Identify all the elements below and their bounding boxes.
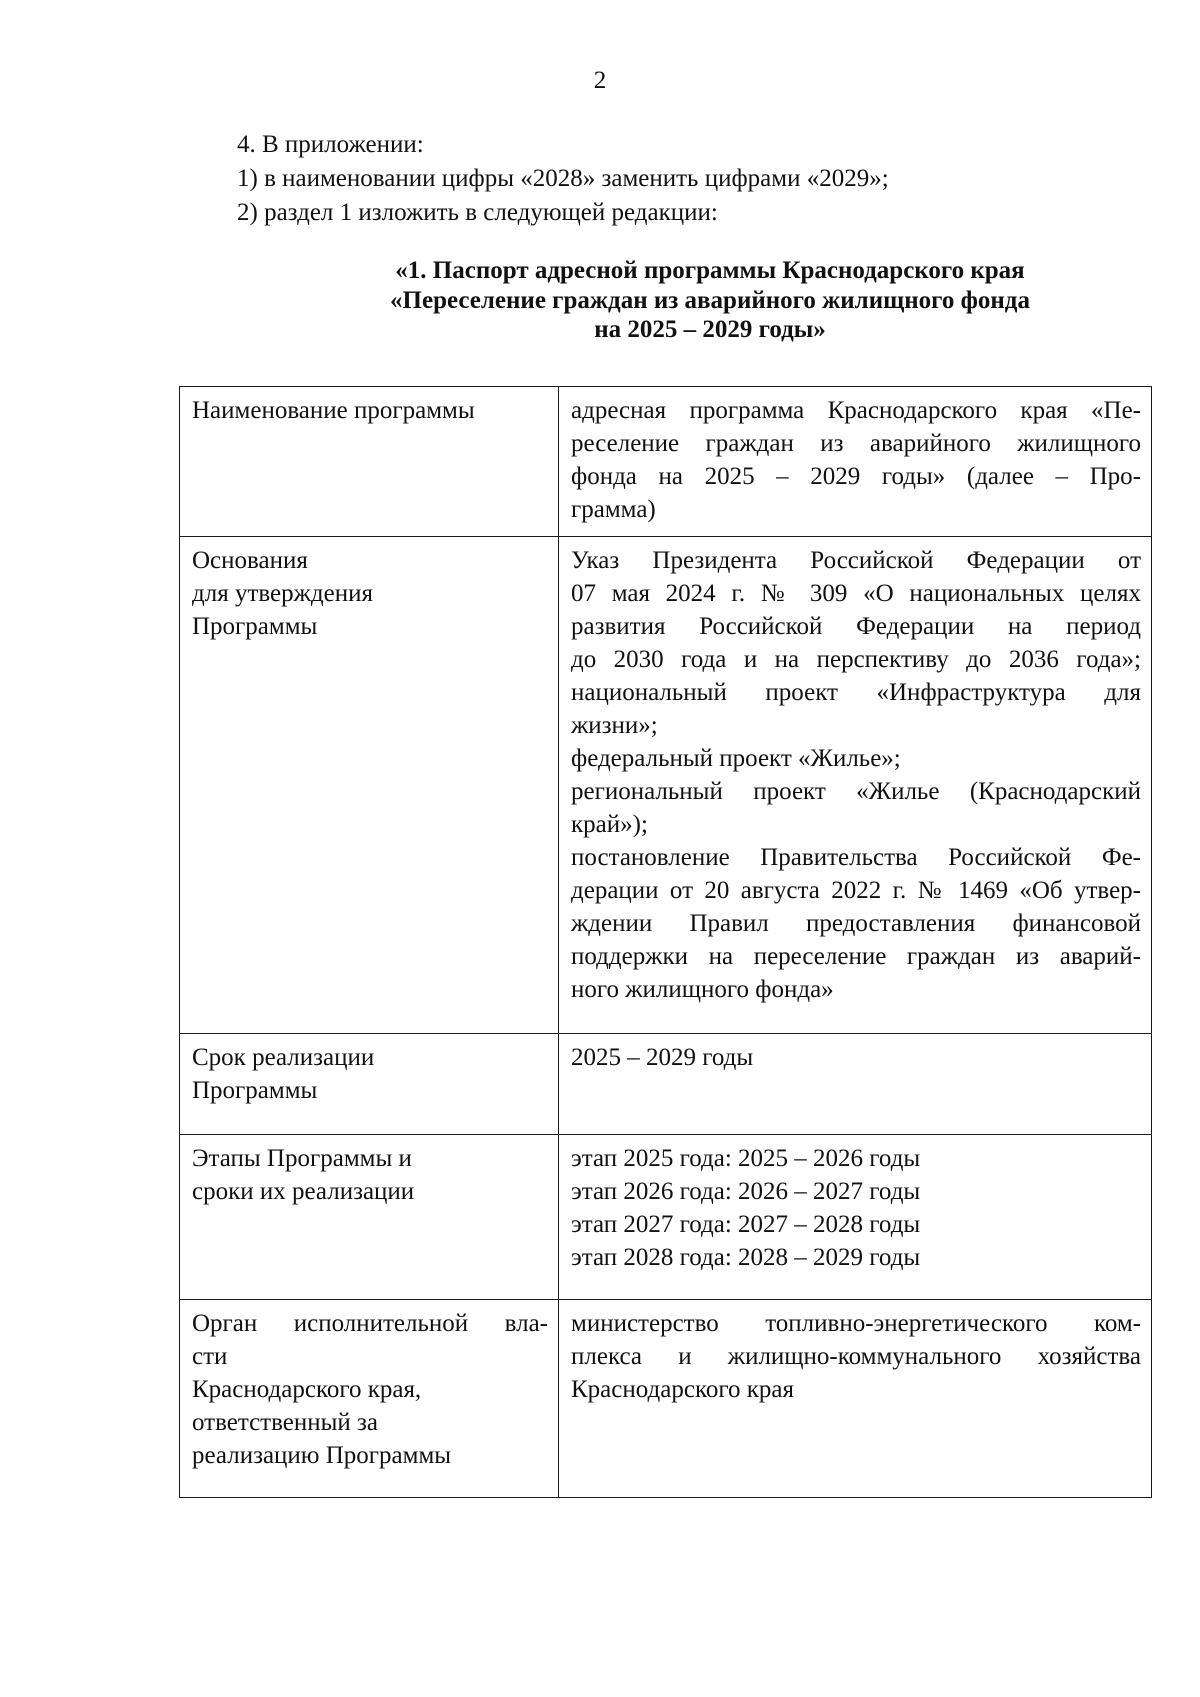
- label-line: Программы: [192, 613, 318, 640]
- value-line: фонда на 2025 – 2029 годы» (далее – Про-: [571, 463, 1141, 490]
- row-value-cell: [559, 1135, 1152, 1300]
- label-line: сти: [192, 1343, 228, 1370]
- label-line: Программы: [192, 1077, 318, 1104]
- value-line: развития Российской Федерации на период: [571, 613, 1141, 640]
- value-line: до 2030 года и на перспективу до 2036 года»;: [571, 646, 1141, 673]
- row-label-cell: [180, 1034, 559, 1135]
- value-line: адресная программа Краснодарского края «Пе-: [571, 397, 1141, 424]
- heading-line: «1. Паспорт адресной программы Краснодарского края: [395, 257, 1025, 284]
- value-line: 07 мая 2024 г. № 309 «О национальных целях: [571, 580, 1141, 607]
- value-line: поддержки на переселение граждан из аварий-: [571, 943, 1141, 970]
- table-row: [180, 537, 1152, 1034]
- value-line: плекса и жилищно-коммунального хозяйства: [571, 1343, 1141, 1370]
- value-line: этап 2028 года: 2028 – 2029 годы: [571, 1244, 921, 1271]
- label-line: ответственный за: [192, 1409, 379, 1436]
- label-line: Краснодарского края,: [192, 1376, 422, 1403]
- value-line: этап 2027 года: 2027 – 2028 годы: [571, 1211, 921, 1238]
- label-line: Основания: [192, 547, 308, 574]
- table-row: [180, 1135, 1152, 1300]
- row-label-cell: [180, 1135, 559, 1300]
- label-line: Наименование программы: [192, 397, 475, 424]
- page-number: 2: [593, 67, 607, 94]
- amendment-line: 4. В приложении:: [237, 131, 424, 158]
- value-line: ного жилищного фонда»: [571, 976, 834, 1003]
- table-row: [180, 387, 1152, 537]
- row-value-cell: [559, 537, 1152, 1034]
- value-line: грамма): [571, 496, 656, 523]
- value-line: Указ Президента Российской Федерации от: [571, 547, 1141, 574]
- heading-line: «Переселение граждан из аварийного жилищного фонда: [390, 286, 1030, 314]
- value-line: этап 2026 года: 2026 – 2027 годы: [571, 1178, 921, 1205]
- amendment-line: 2) раздел 1 изложить в следующей редакции:: [237, 199, 718, 226]
- table-row: [180, 1300, 1152, 1498]
- value-line: жизни»;: [571, 712, 658, 739]
- label-line: Этапы Программы и: [192, 1145, 412, 1172]
- section-heading: [160, 256, 1200, 345]
- row-value-cell: [559, 1300, 1152, 1498]
- value-line: 2025 – 2029 годы: [571, 1044, 754, 1071]
- table-row: [180, 1034, 1152, 1135]
- value-line: национальный проект «Инфраструктура для: [571, 679, 1141, 706]
- row-label-cell: [180, 537, 559, 1034]
- label-line: Срок реализации: [192, 1044, 375, 1071]
- program-passport-table: [179, 386, 1152, 1498]
- label-line: сроки их реализации: [192, 1178, 415, 1205]
- value-line: дерации от 20 августа 2022 г. № 1469 «Об утвер-: [571, 877, 1141, 904]
- row-value-cell: [559, 387, 1152, 537]
- value-line: министерство топливно-энергетического ком-: [571, 1310, 1141, 1337]
- row-label-cell: [180, 1300, 559, 1498]
- label-line: Орган исполнительной вла-: [192, 1310, 548, 1337]
- value-line: региональный проект «Жилье (Краснодарский: [571, 778, 1141, 805]
- value-line: край»);: [571, 811, 648, 838]
- heading-line: на 2025 – 2029 годы»: [594, 316, 826, 343]
- amendments-block: [237, 128, 1117, 230]
- row-label-cell: [180, 387, 559, 537]
- value-line: постановление Правительства Российской Фе-: [571, 844, 1141, 871]
- row-value-cell: [559, 1034, 1152, 1135]
- value-line: этап 2025 года: 2025 – 2026 годы: [571, 1145, 921, 1172]
- label-line: реализацию Программы: [192, 1442, 452, 1469]
- value-line: федеральный проект «Жилье»;: [571, 745, 901, 772]
- value-line: ждении Правил предоставления финансовой: [571, 910, 1141, 937]
- amendment-line: 1) в наименовании цифры «2028» заменить цифрами «2029»;: [237, 165, 889, 192]
- value-line: реселение граждан из аварийного жилищного: [571, 430, 1141, 457]
- value-line: Краснодарского края: [571, 1376, 794, 1403]
- label-line: для утверждения: [192, 580, 373, 607]
